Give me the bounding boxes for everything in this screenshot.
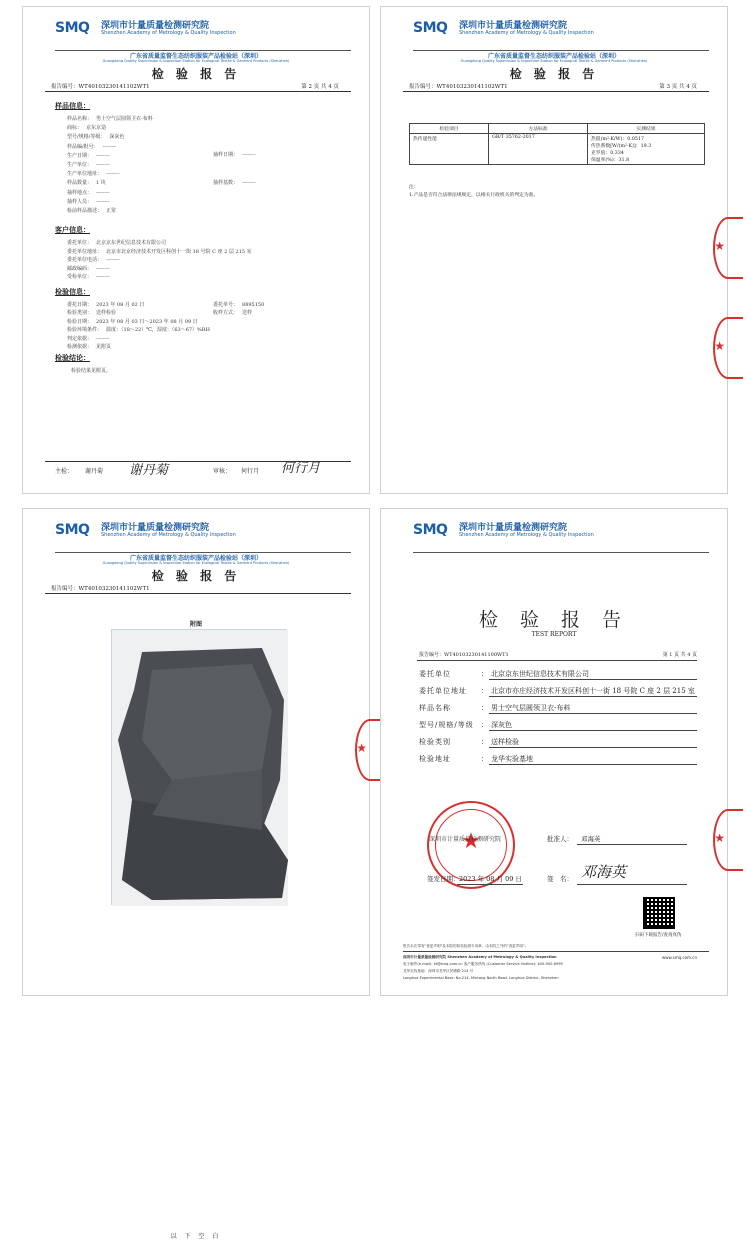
- cover-field-value: 男士空气层圆领卫衣-布料: [491, 704, 571, 712]
- info-label: 受检单位：: [67, 274, 93, 281]
- info-value: --------: [96, 162, 110, 168]
- info-value: 京东京造: [86, 125, 107, 132]
- station-name-en: Guangdong Quality Supervision & Inspection Station for Ecological Textile & Garment Products (Shenzhen): [460, 59, 648, 63]
- info-row: [67, 170, 120, 177]
- cover-field-value: 深灰色: [491, 721, 512, 729]
- report-page-2: [22, 6, 370, 494]
- info-label: 抽样人员：: [67, 198, 93, 205]
- smq-logo: SMQ: [413, 522, 448, 538]
- info-label: 抽样地点：: [67, 189, 93, 196]
- info-value: 男士空气层圆领卫衣-布料: [96, 116, 153, 122]
- smq-logo: SMQ: [55, 522, 90, 538]
- cover-field-row: [419, 754, 533, 764]
- result-line: 克罗值：0.334: [591, 151, 624, 156]
- field-underline: [489, 696, 697, 697]
- info-value: 北京京东世纪信息技术有限公司: [96, 240, 167, 246]
- org-name-en: Shenzhen Academy of Metrology & Quality Inspection: [459, 30, 594, 36]
- header-divider: [413, 552, 709, 553]
- info-value: 2023 年 08 月 03 日～2023 年 08 月 09 日: [96, 318, 198, 325]
- info-label: 生产单位地址：: [67, 171, 103, 178]
- station-name-cn: 广东省质量监督生态纺织服装产品检验站（深圳）: [129, 555, 262, 562]
- inspector-name: 谢丹菊: [85, 468, 104, 475]
- conclusion-text: 检验结果见附页。: [71, 368, 112, 374]
- field-colon: ：: [481, 670, 488, 678]
- info-row: [213, 151, 256, 158]
- title-divider: [417, 660, 697, 661]
- info-row: [67, 335, 110, 342]
- field-underline: [489, 730, 697, 731]
- result-line: 热阻(m²·K/W)：0.0517: [591, 137, 645, 142]
- info-label: 检测依据：: [67, 344, 93, 350]
- fabric-sample-photo: [111, 629, 287, 905]
- page-header: [381, 517, 727, 555]
- cover-field-value: 龙华实验基地: [491, 755, 533, 763]
- info-label: 生产日期：: [67, 152, 93, 159]
- info-value: 8895150: [242, 302, 265, 308]
- info-label: 抽样基数：: [213, 179, 239, 186]
- result-line: 保温率(%)：31.8: [591, 158, 630, 163]
- footer-notice: 报告未在带有"查更声明"及本院的检验检测专用章，由本院之外的"查更声明"。: [403, 944, 529, 948]
- info-row: [67, 326, 210, 333]
- info-label: 委托单位：: [67, 240, 93, 246]
- info-row: [67, 198, 110, 205]
- cell-results: [588, 134, 705, 165]
- cover-field-label: 样品名称: [419, 704, 451, 712]
- cover-field-row: [419, 703, 570, 713]
- info-value: 送样检验: [96, 310, 117, 317]
- report-page-4: [22, 508, 370, 1240]
- info-row: [67, 179, 106, 186]
- info-row: [67, 273, 110, 280]
- info-label: 邮政编码：: [67, 265, 93, 272]
- inspector-signature: 谢丹菊: [129, 463, 169, 478]
- approver-signature: 邓海英: [581, 863, 627, 881]
- cover-field-value: 北京京东世纪信息技术有限公司: [491, 670, 589, 678]
- seal-org-text: 深圳市计量质量检测研究院: [429, 836, 502, 843]
- sign-date: 2023 年 08 月 09 日: [459, 875, 522, 883]
- info-value: 1 块: [96, 180, 106, 187]
- smq-logo: SMQ: [413, 20, 448, 36]
- title-divider: [403, 91, 709, 92]
- info-label: 样品名称：: [67, 116, 93, 122]
- table-row: [410, 134, 705, 165]
- info-value: --------: [242, 152, 256, 158]
- table-header-row: [410, 124, 705, 134]
- info-row: [67, 124, 106, 131]
- info-label: 生产单位：: [67, 162, 93, 168]
- col-header-method: 方法标准: [489, 124, 588, 134]
- info-value: 送样: [242, 310, 253, 317]
- org-name-en: Shenzhen Academy of Metrology & Quality Inspection: [101, 532, 236, 538]
- field-colon: ：: [481, 738, 488, 746]
- info-row: [67, 207, 116, 214]
- info-row: [67, 248, 252, 255]
- note-text: 1.产品是否符合法律法规规定，以相关行政机关的判定为准。: [409, 193, 539, 198]
- org-name-cn: 深圳市计量质量检测研究院: [459, 21, 568, 31]
- fabric-illustration: [112, 630, 288, 906]
- info-row: [67, 256, 120, 263]
- col-header-item: 检验项目: [410, 124, 489, 134]
- report-cover-page: [380, 508, 728, 996]
- cover-field-label: 检验地址: [419, 755, 451, 763]
- cover-field-label: 委托单位地址: [419, 687, 467, 695]
- smq-logo: SMQ: [55, 20, 90, 36]
- org-name-en: Shenzhen Academy of Metrology & Quality Inspection: [101, 30, 236, 36]
- title-divider: [45, 91, 351, 92]
- page-number: 第 1 页 共 4 页: [662, 652, 697, 658]
- org-name-en: Shenzhen Academy of Metrology & Quality Inspection: [459, 532, 594, 538]
- info-row: [67, 133, 124, 140]
- report-number: 报告编号：WT40103230141100WT1: [419, 652, 509, 658]
- info-row: [67, 239, 166, 246]
- cell-method: GB/T 35762-2017: [489, 134, 588, 165]
- report-title: 检 验 报 告: [509, 67, 599, 81]
- info-row: [67, 161, 110, 168]
- footer-website[interactable]: www.smq.com.cn: [661, 955, 697, 960]
- info-value: --------: [96, 265, 110, 272]
- info-row: [213, 309, 252, 316]
- section-conclusion: 检验结论：: [55, 353, 90, 362]
- signature-label: 签 名：: [547, 875, 573, 883]
- field-colon: ：: [481, 755, 488, 763]
- cover-title-en: TEST REPORT: [531, 631, 577, 638]
- sign-date-label: 签发日期：: [427, 875, 460, 883]
- cover-field-row: [419, 686, 695, 696]
- org-name-cn: 深圳市计量质量检测研究院: [101, 523, 210, 533]
- sign-date-underline: [457, 884, 523, 885]
- info-label: 委托日期：: [67, 302, 93, 308]
- field-underline: [489, 713, 697, 714]
- org-name-cn: 深圳市计量质量检测研究院: [101, 21, 210, 31]
- info-row: [213, 301, 264, 308]
- info-row: [67, 143, 116, 150]
- info-value: 北京市北京经济技术开发区科创十一街 18 号院 C 座 2 层 215 室: [106, 248, 252, 255]
- section-client-info: 客户信息：: [55, 225, 90, 234]
- cover-field-row: [419, 669, 589, 679]
- cover-title: 检 验 报 告: [478, 609, 630, 631]
- field-colon: ：: [481, 704, 488, 712]
- info-value: --------: [96, 152, 110, 159]
- footer-org: 深圳市计量质量检测研究院 Shenzhen Academy of Metrology & Quality Inspection: [403, 955, 557, 959]
- cover-field-value: 北京市亦庄经济技术开发区科创十一街 18 号院 C 座 2 层 215 室: [491, 687, 695, 695]
- info-value: 见附页: [96, 344, 112, 350]
- info-value: 正常: [106, 208, 117, 214]
- report-title: 检 验 报 告: [151, 67, 241, 81]
- note-title: 注：: [409, 185, 419, 190]
- report-page-3: [380, 6, 728, 494]
- info-value: --------: [96, 189, 110, 196]
- result-line: 传热系数[W/(m²·K)]：19.3: [591, 144, 652, 149]
- info-row: [67, 301, 144, 308]
- info-label: 检前样品描述：: [67, 208, 103, 214]
- info-row: [213, 179, 256, 186]
- page-header: [23, 517, 369, 555]
- cover-field-label: 检验类别: [419, 738, 451, 746]
- approver-underline: [577, 844, 687, 845]
- approver-label: 批准人：: [547, 835, 573, 843]
- reviewer-name: 何行月: [241, 468, 260, 475]
- page-header: [381, 15, 727, 53]
- section-sample-info: 样品信息：: [55, 101, 90, 110]
- section-test-info: 检验信息：: [55, 287, 90, 296]
- info-label: 判定依据：: [67, 335, 93, 342]
- reviewer-label: 审核：: [213, 468, 232, 475]
- field-underline: [489, 679, 697, 680]
- seal-star-icon: ★: [461, 829, 481, 854]
- info-value: --------: [242, 179, 256, 186]
- cell-item: 热传递性能: [410, 134, 489, 165]
- report-number: 报告编号：WT40103230141102WT1: [51, 586, 150, 592]
- title-divider: [45, 593, 351, 594]
- station-name-cn: 广东省质量监督生态纺织服装产品检验站（深圳）: [487, 53, 620, 60]
- report-number: 报告编号：WT40103230141102WT1: [51, 84, 150, 90]
- info-value: --------: [106, 171, 120, 178]
- info-label: 检验类别：: [67, 310, 93, 317]
- info-label: 样品编/批号：: [67, 143, 99, 150]
- field-colon: ：: [481, 721, 488, 729]
- info-label: 收样方式：: [213, 310, 239, 317]
- qr-caption: 扫码下载报告/查询真伪: [635, 933, 682, 938]
- cover-field-row: [419, 720, 512, 730]
- report-title: 检 验 报 告: [151, 569, 241, 583]
- page-number: 第 2 页 共 4 页: [301, 84, 339, 90]
- info-row: [67, 343, 111, 350]
- info-label: 委托单位电话：: [67, 257, 103, 264]
- info-row: [67, 309, 116, 316]
- cover-field-label: 型号/规格/等级: [419, 721, 474, 729]
- seal-star-icon: ★: [714, 239, 725, 253]
- footer-address-cn: 龙华实验基地：深圳市龙华区民塘路 214 号: [403, 969, 474, 973]
- info-value: --------: [102, 143, 117, 150]
- info-label: 委托单位地址：: [67, 248, 103, 255]
- col-header-result: 实测结果: [588, 124, 705, 134]
- info-label: 型号/规格/等级：: [67, 134, 106, 141]
- info-value: 深灰色: [109, 134, 125, 141]
- footer-contact: 电子邮件(e-mail): kf@smq.com.cn 客户服务热线 (Customer Service Hotline): 400-900-6999: [403, 962, 563, 966]
- info-row: [67, 115, 153, 122]
- org-name-cn: 深圳市计量质量检测研究院: [459, 523, 568, 533]
- info-row: [67, 318, 198, 325]
- info-label: 商标：: [67, 125, 83, 132]
- inspector-label: 主检：: [55, 468, 74, 475]
- cover-field-label: 委托单位: [419, 670, 451, 678]
- info-label: 委托单号：: [213, 302, 239, 308]
- cover-field-value: 送样检验: [491, 738, 519, 746]
- blank-below-note: 以 下 空 白: [170, 1233, 222, 1240]
- field-colon: ：: [481, 687, 488, 695]
- page-header: [23, 15, 369, 53]
- footer-address-en: Longhua Experimental Base: No.214, Mintang North Road, Longhua District, Shenzhen: [403, 976, 559, 980]
- info-value: --------: [106, 257, 120, 264]
- info-label: 抽样日期：: [213, 152, 239, 158]
- info-value: --------: [96, 198, 110, 205]
- station-name-en: Guangdong Quality Supervision & Inspection Station for Ecological Textile & Garment Products (Shenzhen): [102, 561, 290, 565]
- signature-underline: [577, 884, 687, 885]
- page-number: 第 3 页 共 4 页: [659, 84, 697, 90]
- station-name-cn: 广东省质量监督生态纺织服装产品检验站（深圳）: [129, 53, 262, 60]
- station-name-en: Guangdong Quality Supervision & Inspection Station for Ecological Textile & Garment Products (Shenzhen): [102, 59, 290, 63]
- seal-star-icon: ★: [356, 741, 367, 755]
- seal-star-icon: ★: [714, 831, 725, 845]
- results-table: [409, 123, 705, 165]
- info-value: --------: [96, 274, 110, 281]
- approver-name: 邓海英: [581, 835, 601, 843]
- field-underline: [489, 764, 697, 765]
- info-row: [67, 152, 110, 159]
- info-value: 2023 年 08 月 02 日: [96, 302, 145, 308]
- info-row: [67, 189, 110, 196]
- info-label: 检验环境条件：: [67, 327, 103, 334]
- info-value: 温度：（18～22）℃，湿度：（63～67）%RH: [106, 327, 210, 334]
- report-number: 报告编号：WT40103230141102WT1: [409, 84, 508, 90]
- info-label: 检验日期：: [67, 318, 93, 325]
- info-value: --------: [96, 335, 110, 342]
- info-label: 样品数量：: [67, 180, 93, 187]
- cover-field-row: [419, 737, 519, 747]
- attachment-title: 附图: [189, 621, 202, 628]
- info-row: [67, 265, 110, 272]
- field-underline: [489, 747, 697, 748]
- qr-code-icon[interactable]: [643, 897, 675, 929]
- footer-divider: [403, 951, 709, 952]
- seal-star-icon: ★: [714, 339, 725, 353]
- reviewer-signature: 何行月: [281, 461, 321, 476]
